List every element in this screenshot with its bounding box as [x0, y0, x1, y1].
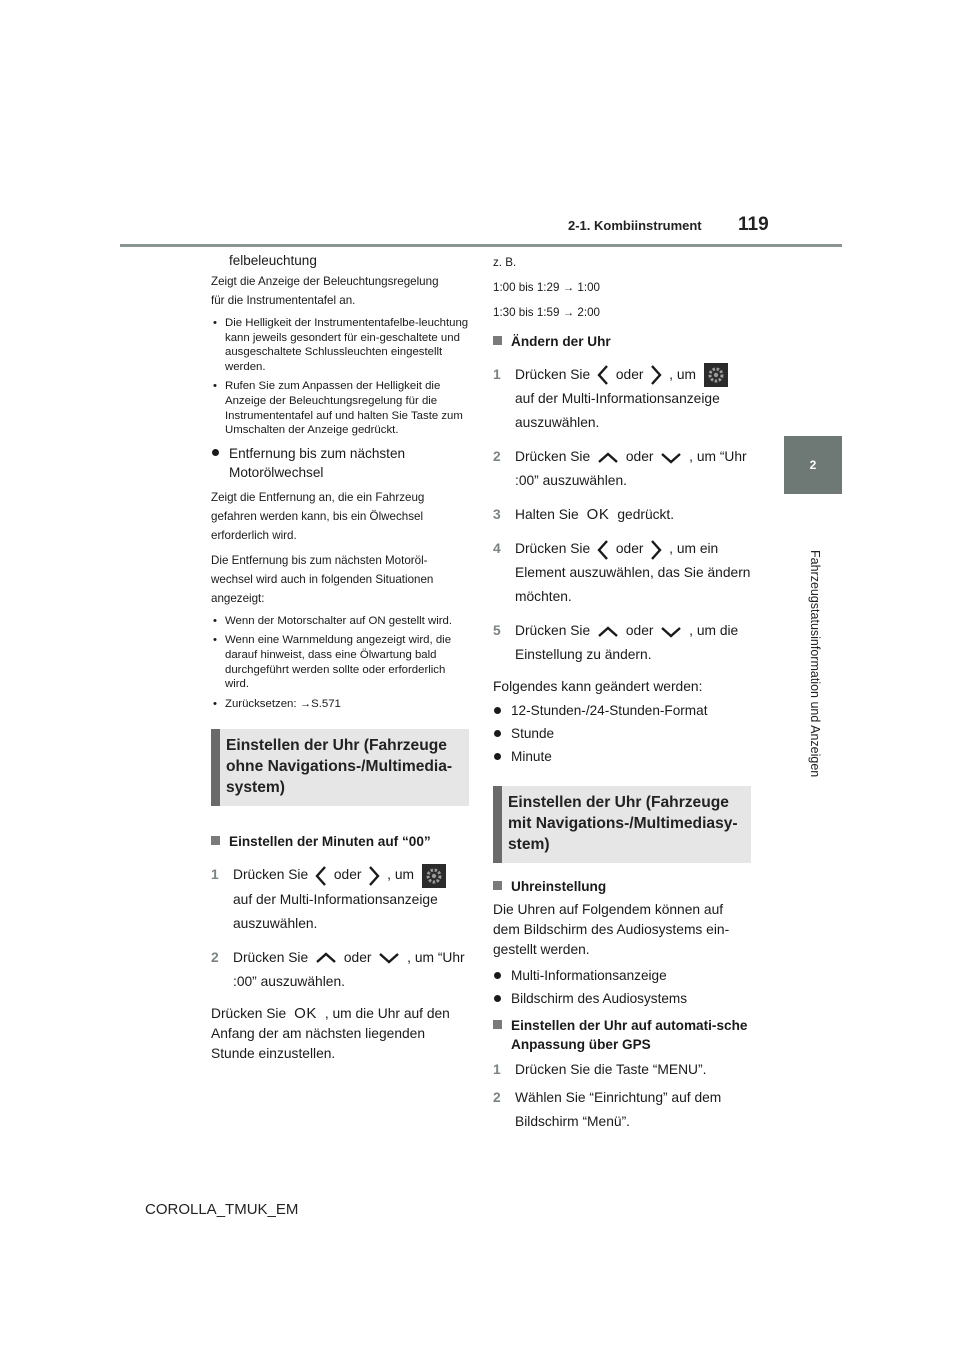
- paragraph: Die Entfernung bis zum nächsten Motoröl-: [211, 553, 428, 567]
- step-4: 4 Drücken Sie oder , um ein Element auszuwählen, das Sie ändern möchten.: [493, 537, 751, 609]
- step-number: 1: [493, 367, 501, 382]
- list-item: Multi-Informationsanzeige: [493, 966, 751, 985]
- list-item: • Die Helligkeit der Instrumententafelbe-leuchtung kann jeweils gesondert für ein-geschaltete und ausgeschaltete Schlussleuchten eingestellt werden.: [211, 316, 469, 374]
- paragraph: für die Instrumententafel an.: [211, 294, 356, 307]
- paragraph: Folgendes kann geändert werden:: [493, 679, 703, 695]
- paragraph: wechsel wird auch in folgenden Situationen: [211, 572, 434, 586]
- note-list: [211, 316, 469, 438]
- chevron-up-icon: [315, 952, 337, 964]
- step-3: 3 Halten Sie OK gedrückt.: [493, 503, 751, 527]
- paragraph: Zeigt die Entfernung an, die ein Fahrzeug: [211, 490, 425, 504]
- chevron-down-icon: [660, 626, 682, 638]
- step-2: 2 Drücken Sie oder , um “Uhr :00” auszuwählen.: [493, 445, 751, 493]
- list-item: Minute: [493, 747, 751, 766]
- list-item: • Rufen Sie zum Anpassen der Helligkeit die Anzeige der Beleuchtungsregelung für die Instrumententafel auf und halten Sie Taste zum Umschalten der Anzeige gedrückt.: [211, 379, 469, 437]
- gear-icon: [704, 363, 728, 387]
- chevron-left-icon: [597, 364, 609, 386]
- page-number: 119: [738, 214, 769, 235]
- chevron-right-icon: [368, 865, 380, 887]
- section-title: 2-1. Kombiinstrument: [568, 218, 702, 233]
- example-label: z. B.: [493, 256, 517, 269]
- chapter-tab: 2: [784, 436, 842, 494]
- step-number: 5: [493, 623, 501, 639]
- gear-icon: [422, 864, 446, 888]
- final-instruction: Drücken Sie OK , um die Uhr auf den Anfang der am nächsten liegenden Stunde einzustellen.: [211, 1004, 450, 1061]
- right-column: [493, 253, 751, 1144]
- list-item: Stunde: [493, 724, 751, 743]
- section-box-title: Einstellen der Uhr (Fahrzeuge mit Navigations-/Multimediasy-stem): [493, 786, 751, 863]
- step-number: 4: [493, 541, 501, 557]
- paragraph: gefahren werden kann, bis ein Ölwechsel: [211, 509, 424, 523]
- paragraph: erforderlich wird.: [211, 528, 297, 542]
- ok-icon: OK: [586, 506, 610, 524]
- step-number: 2: [493, 1090, 501, 1106]
- example-line: 1:30 bis 1:59 → 2:00: [493, 306, 600, 319]
- continued-title: felbeleuchtung: [229, 253, 317, 268]
- step-5: 5 Drücken Sie oder , um die Einstellung zu ändern.: [493, 619, 751, 667]
- step-1: 1 Drücken Sie oder , um auf der Multi-Informationsanzeige auszuwählen.: [493, 363, 751, 435]
- step-number: 3: [493, 507, 501, 523]
- list-item: 12-Stunden-/24-Stunden-Format: [493, 701, 751, 720]
- subheading: Ändern der Uhr: [493, 332, 751, 351]
- chevron-left-icon: [315, 865, 327, 887]
- chevron-left-icon: [597, 539, 609, 561]
- chevron-up-icon: [597, 452, 619, 464]
- chevron-right-icon: [650, 539, 662, 561]
- paragraph: Die Uhren auf Folgendem können auf dem Bildschirm des Audiosystems ein-gestellt werden.: [493, 902, 730, 958]
- subheading: Einstellen der Minuten auf “00”: [211, 832, 469, 851]
- step-number: 1: [211, 867, 219, 883]
- list-item: • Zurücksetzen: →S.571: [211, 697, 469, 712]
- step-number: 1: [493, 1062, 501, 1078]
- left-column: [211, 253, 469, 1068]
- chevron-down-icon: [660, 452, 682, 464]
- chevron-up-icon: [597, 626, 619, 638]
- note-list: [211, 614, 469, 712]
- chapter-label: Fahrzeugstatusinformation und Anzeigen: [808, 550, 822, 778]
- list-item: • Wenn der Motorschalter auf ON gestellt wird.: [211, 614, 469, 629]
- section-box-title: Einstellen der Uhr (Fahrzeuge ohne Navigations-/Multimedia-system): [211, 729, 469, 806]
- document-code: COROLLA_TMUK_EM: [145, 1201, 299, 1218]
- header-rule: [120, 244, 842, 247]
- step-1: 1 Drücken Sie oder , um auf der Multi-Informationsanzeige auszuwählen.: [211, 863, 469, 935]
- step-number: 2: [211, 949, 219, 965]
- step-number: 2: [493, 449, 501, 465]
- subheading: Uhreinstellung: [493, 877, 751, 896]
- paragraph: angezeigt:: [211, 591, 265, 605]
- list-item: • Wenn eine Warnmeldung angezeigt wird, die darauf hinweist, dass eine Ölwartung bald durchgeführt werden sollte oder erforderlich wird.: [211, 633, 469, 691]
- ok-icon: OK: [294, 1004, 317, 1022]
- chevron-down-icon: [378, 952, 400, 964]
- gps-step-1: 1 Drücken Sie die Taste “MENU”.: [493, 1058, 751, 1082]
- example-line: 1:00 bis 1:29 → 1:00: [493, 281, 600, 294]
- step-2: 2 Drücken Sie oder , um “Uhr :00” auszuwählen.: [211, 946, 469, 994]
- list-item: Bildschirm des Audiosystems: [493, 989, 751, 1008]
- gps-step-2: 2 Wählen Sie “Einrichtung” auf dem Bildschirm “Menü”.: [493, 1086, 751, 1134]
- paragraph: Zeigt die Anzeige der Beleuchtungsregelung: [211, 275, 439, 288]
- item-heading: Entfernung bis zum nächsten Motorölwechsel: [211, 444, 469, 482]
- chevron-right-icon: [650, 364, 662, 386]
- subheading: Einstellen der Uhr auf automati-sche Anpassung über GPS: [493, 1016, 751, 1054]
